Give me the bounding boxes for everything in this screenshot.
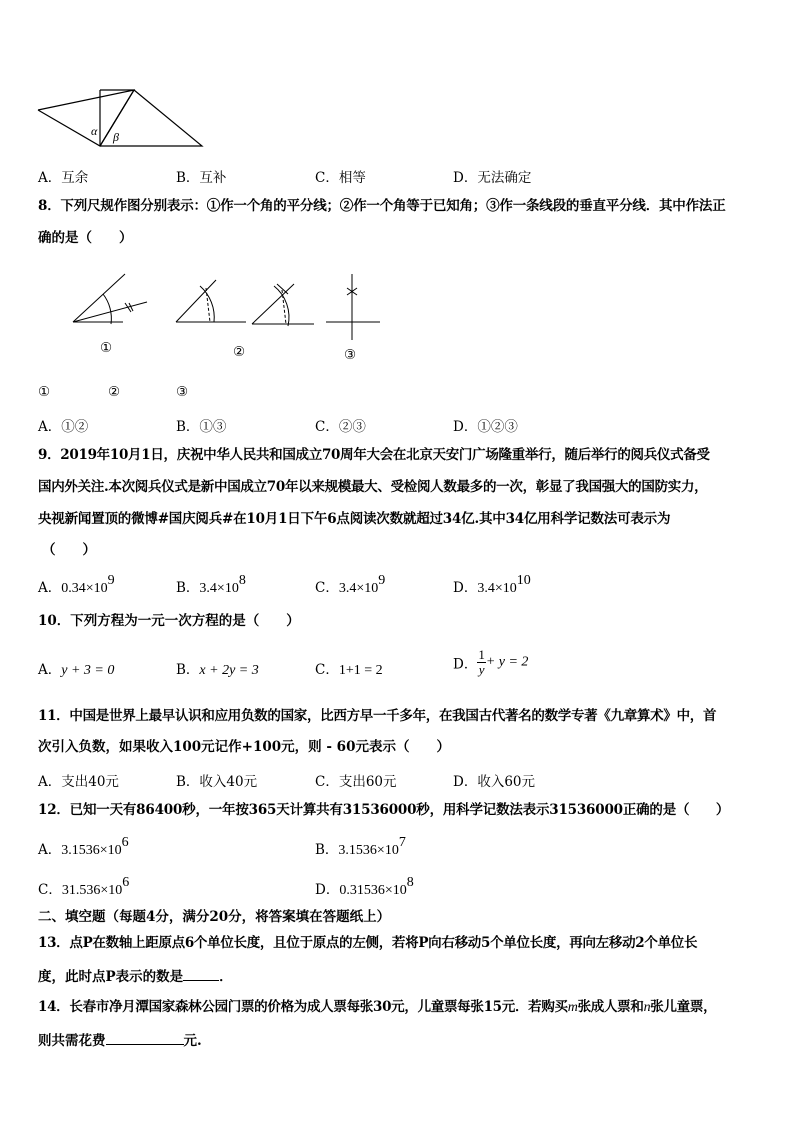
q9-stem-line2: 国内外关注.本次阅兵仪式是新中国成立70年以来规模最大、受检阅人数最多的一次，彰显了我国强大的国防实力，	[38, 479, 708, 495]
q8-figure-label-3: ③	[344, 347, 357, 363]
q11-option-c[interactable]: C．支出60元	[315, 774, 397, 790]
q9-option-a[interactable]: A．$0.34\times 10^9$	[38, 573, 115, 596]
q8-option-b[interactable]: B．①③	[176, 419, 227, 435]
q11-stem-line1: 11．中国是世界上最早认识和应用负数的国家，比西方早一千多年，在我国古代著名的数学专著《九章算术》中，首	[38, 708, 717, 724]
q13-stem-line2: 度，此时点P表示的数是 ．	[38, 966, 233, 986]
q7-option-a[interactable]: A．互余	[38, 170, 89, 186]
q9-option-b[interactable]: B．$3.4\times 10^8$	[176, 573, 246, 596]
q12-option-d[interactable]: D．$0.31536\times 10^8$	[315, 875, 414, 898]
q11-option-d[interactable]: D．收入60元	[453, 774, 536, 790]
q11-stem-line2: 次引入负数，如果收入100元记作+100元，则 - 60元表示（ ）	[38, 739, 450, 755]
q8-option-a[interactable]: A．①②	[38, 419, 89, 435]
q8-figure-label-1: ①	[100, 340, 113, 356]
q9-option-c[interactable]: C．$3.4\times 10^9$	[315, 573, 386, 596]
q13-stem-line1: 13．点P在数轴上距原点6个单位长度，且位于原点的左侧，若将P向右移动5个单位长度，再向左移动2个单位长	[38, 935, 698, 951]
q9-stem-line1: 9．2019年10月1日，庆祝中华人民共和国成立70周年大会在北京天安门广场隆重举行，随后举行的阅兵仪式备受	[38, 447, 710, 463]
q10-option-c[interactable]: C．1+1 = 2	[315, 662, 383, 678]
q8-option-d[interactable]: D．①②③	[453, 419, 518, 435]
q11-option-b[interactable]: B．收入40元	[176, 774, 258, 790]
section-heading-fill-in: 二、填空题（每题4分，满分20分，将答案填在答题纸上）	[38, 909, 391, 925]
q8-figure-1	[65, 266, 165, 336]
q11-option-a[interactable]: A．支出40元	[38, 774, 119, 790]
q7-alpha-label: α	[91, 124, 98, 138]
q12-option-c[interactable]: C．$31.536\times 10^6$	[38, 875, 130, 898]
q8-option-c[interactable]: C．②③	[315, 419, 366, 435]
q10-option-a[interactable]: A．y + 3 = 0	[38, 662, 115, 678]
q7-option-b[interactable]: B．互补	[176, 170, 227, 186]
q7-triangle-figure	[30, 82, 230, 162]
q8-row-label-3: ③	[176, 384, 189, 400]
q8-figure-label-2: ②	[233, 344, 246, 360]
q8-stem-line1: 8．下列尺规作图分别表示：①作一个角的平分线；②作一个角等于已知角；③作一条线段的垂直平分线．其中作法正	[38, 198, 726, 214]
q9-stem-line4: （ ）	[42, 542, 96, 558]
q7-option-c[interactable]: C．相等	[315, 170, 366, 186]
q10-stem: 10．下列方程为一元一次方程的是（ ）	[38, 613, 300, 629]
q14-stem-line1: 14．长春市净月潭国家森林公园门票的价格为成人票每张30元，儿童票每张15元．若购买m张成人票和n张儿童票，	[38, 999, 717, 1015]
q7-beta-label: β	[113, 130, 119, 144]
q14-answer-blank[interactable]	[106, 1030, 184, 1045]
q7-option-d[interactable]: D．无法确定	[453, 170, 532, 186]
q10-option-b[interactable]: B．x + 2y = 3	[176, 662, 259, 678]
q12-option-a[interactable]: A．$3.1536\times 10^6$	[38, 835, 129, 858]
q9-option-d[interactable]: D．$3.4\times 10^{10}$	[453, 573, 531, 596]
q12-option-b[interactable]: B．$3.1536\times 10^7$	[315, 835, 406, 858]
q12-stem: 12．已知一天有86400秒，一年按365天计算共有31536000秒，用科学记数法表示31536000正确的是（ ）	[38, 802, 730, 818]
q8-row-label-1: ①	[38, 384, 51, 400]
q8-row-label-2: ②	[108, 384, 121, 400]
q9-stem-line3: 央视新闻置顶的微博#国庆阅兵#在10月1日下午6点阅读次数就超过34亿.其中34亿用科学记数法可表示为	[38, 511, 671, 527]
q13-answer-blank[interactable]	[183, 966, 219, 981]
q10-option-d[interactable]: D． $\frac{1}{y}$ + y = 2	[453, 647, 529, 677]
q14-stem-line2: 则共需花费 元.	[38, 1030, 202, 1050]
q8-stem-line2: 确的是（ ）	[38, 230, 133, 246]
q10-option-d-fraction: $\frac{1}{y}$	[478, 647, 485, 677]
